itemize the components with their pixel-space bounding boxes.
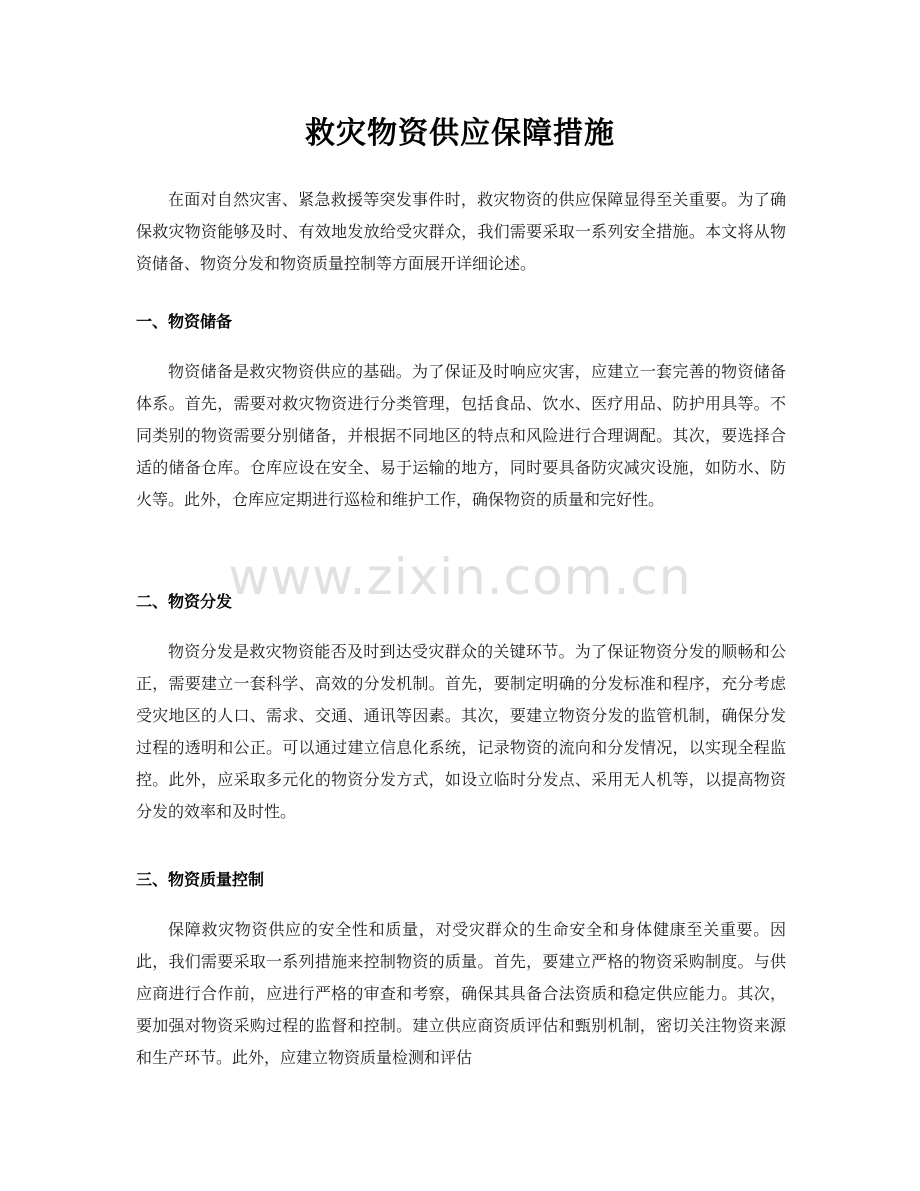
document-title: 救灾物资供应保障措施 [305, 116, 615, 151]
section-heading-distribution: 二、物资分发 [136, 592, 233, 611]
section-heading-storage: 一、物资储备 [136, 312, 233, 331]
watermark: www.zixin.com.cn [228, 548, 692, 606]
intro-paragraph: 在面对自然灾害、紧急救援等突发事件时，救灾物资的供应保障显得至关重要。为了确保救灾物资能够及时、有效地发放给受灾群众，我们需要采取一系列安全措施。本文将从物资储备、物资分发和物资质量控制等方面展开详细论述。 [136, 190, 786, 273]
section-body-quality: 保障救灾物资供应的安全性和质量，对受灾群众的生命安全和身体健康至关重要。因此，我们需要采取一系列措施来控制物资的质量。首先，要建立严格的物资采购制度。与供应商进行合作前，应进行严格的审查和考察，确保其具备合法资质和稳定供应能力。其次，要加强对物资采购过程的监督和控制。建立供应商资质评估和甄别机制，密切关注物资来源和生产环节。此外，应建立物资质量检测和评估 [136, 920, 786, 1067]
section-body-storage: 物资储备是救灾物资供应的基础。为了保证及时响应灾害，应建立一套完善的物资储备体系。首先，需要对救灾物资进行分类管理，包括食品、饮水、医疗用品、防护用具等。不同类别的物资需要分别储备，并根据不同地区的特点和风险进行合理调配。其次，要选择合适的储备仓库。仓库应设在安全、易于运输的地方，同时要具备防灾减灾设施，如防水、防火等。此外，仓库应定期进行巡检和维护工作，确保物资的质量和完好性。 [136, 362, 786, 509]
section-heading-quality: 三、物资质量控制 [136, 870, 265, 889]
section-body-distribution: 物资分发是救灾物资能否及时到达受灾群众的关键环节。为了保证物资分发的顺畅和公正，需要建立一套科学、高效的分发机制。首先，要制定明确的分发标准和程序，充分考虑受灾地区的人口、需求、交通、通讯等因素。其次，要建立物资分发的监管机制，确保分发过程的透明和公正。可以通过建立信息化系统，记录物资的流向和分发情况，以实现全程监控。此外，应采取多元化的物资分发方式，如设立临时分发点、采用无人机等，以提高物资分发的效率和及时性。 [136, 642, 786, 821]
